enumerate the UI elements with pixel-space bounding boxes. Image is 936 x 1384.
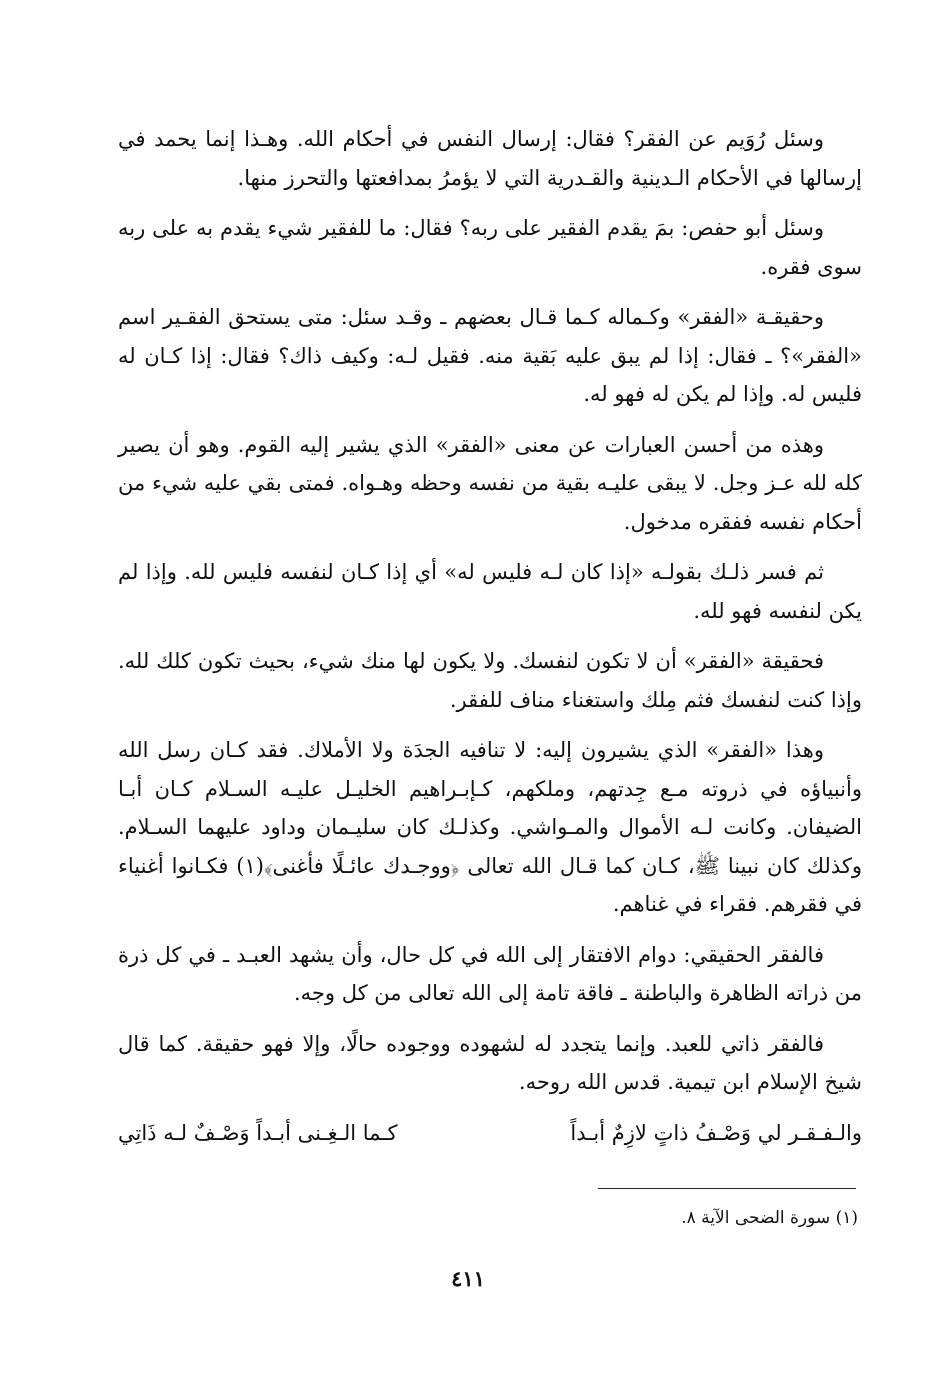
footnote-divider [598,1188,856,1189]
paragraph-ruwaym: وسئل رُوَيم عن الفقر؟ فقال: إرسال النفس في أحكام الله. وهـذا إنما يحمد في إرسالها في الأحكام الـدينية والقـدرية التي لا يؤمرُ بمدافعتها والتحرز منها. [118,127,862,190]
paragraph-definition: فحقيقة «الفقر» أن لا تكون لنفسك. ولا يكون لها منك شيء، بحيث تكون كلك لله. وإذا كنت لنفسك فثم مِلك واستغناء مناف للفقر. [118,649,862,712]
poetry-verse [118,1114,862,1152]
paragraph-abu-hafs: وسئل أبو حفص: بمَ يقدم الفقير على ربه؟ فقال: ما للفقير شيء يقدم به على ربه سوى فقره. [118,216,862,279]
page-body [118,120,862,1152]
paragraph-essential-poverty: فالفقر ذاتي للعبد. وإنما يتجدد له لشهوده ووجوده حالًا، وإلا فهو حقيقة. كما قال شيخ الإسلام ابن تيمية. قدس الله روحه. [118,1031,862,1094]
paragraph-reality-of-poverty: وحقيقـة «الفقر» وكـماله كـما قـال بعضهم ـ وقـد سئل: متى يستحق الفقـير اسم «الفقر»؟ ـ فقال: إذا لم يبق عليه بَقية منه. فقيل لـه: وكيف ذاك؟ فقال: إذا كـان له فليس له. وإذا لم يكن له فهو له. [118,305,862,406]
verse-first-hemistich: والـفـقـر لي وَصْـفُ ذاتٍ لازِمٌ أبـداً [570,1120,862,1145]
verse-second-hemistich: كـما الـغِـنى أبـداً وَصْـفٌ لـه ذَاتِي [118,1120,398,1145]
page-number: ٤١١ [451,1266,485,1291]
paragraph-prophets: وهذا «الفقر» الذي يشيرون إليه: لا تنافيه الجدَة ولا الأملاك. فقد كـان رسل الله وأنبياؤه في ذروته مـع جِدتهم، وملكهم، كـإبـراهيم الخليـل عليـه السـلام كـان أبـا الضيفان. وكانت لـه الأموال والمـواشي. وكذلـك كان سليـمان وداود عليهما السـلام. وكذلك كان نبينا ﷺ، كـان كما قـال الله تعالى ﴿ووجـدك عائـلًا فأغنى﴾(١) فكـانوا أغنياء في فقرهم. فقراء في غناهم. [118,738,862,916]
paragraph-best-expressions: وهذه من أحسن العبارات عن معنى «الفقر» الذي يشير إليه القوم. وهو أن يصير كله لله عـز وجل. لا يبقى عليـه بقية من نفسه وحظه وهـواه. فمتى بقي عليه شيء من أحكام نفسه ففقره مدخول. [118,432,862,534]
footnote: (١) سورة الضحى الآية ٨. [681,1208,858,1228]
paragraph-explanation: ثم فسر ذلـك بقولـه «إذا كان لـه فليس له» أي إذا كـان لنفسه فليس لله. وإذا لم يكن لنفسه فهو لله. [118,560,862,623]
paragraph-true-poverty: فالفقر الحقيقي: دوام الافتقار إلى الله في كل حال، وأن يشهد العبـد ـ في كل ذرة من ذراته الظاهرة والباطنة ـ فاقة تامة إلى الله تعالى من كل وجه. [118,942,862,1005]
